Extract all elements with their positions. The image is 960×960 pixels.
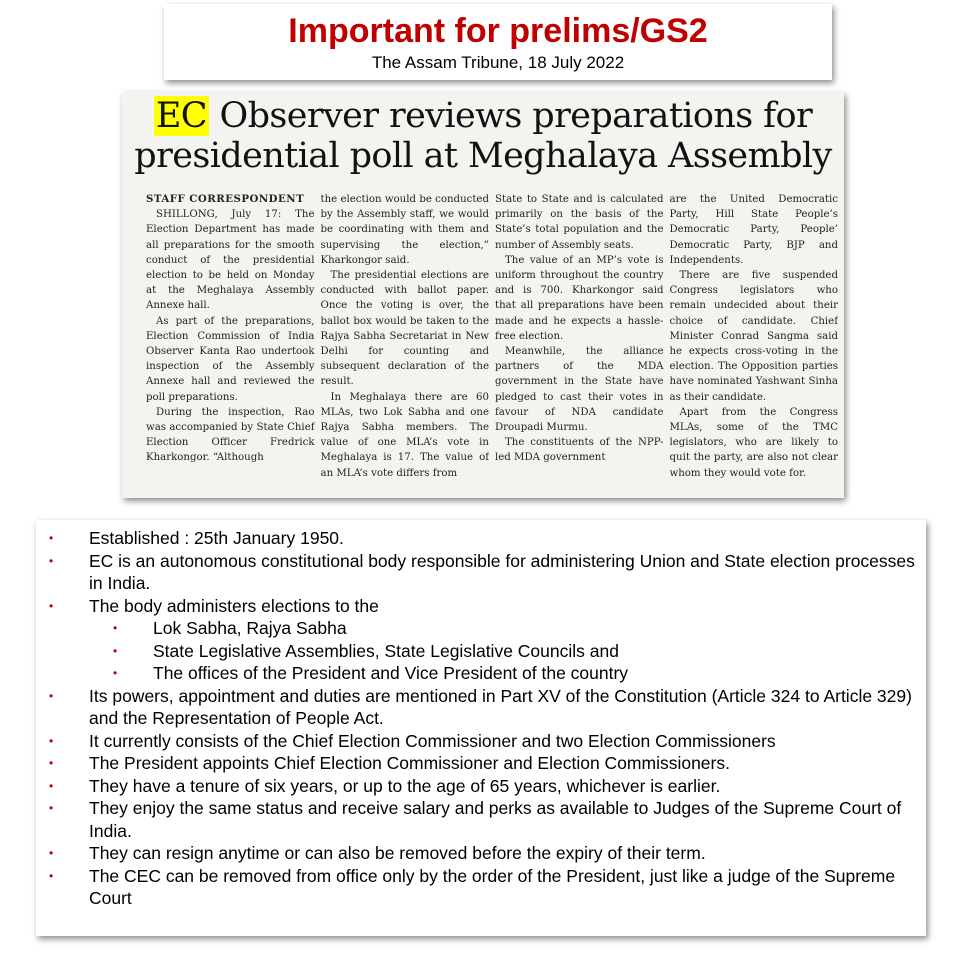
bullet-icon: •	[49, 531, 54, 545]
bullet-icon: •	[49, 868, 54, 883]
bullet-icon: •	[49, 756, 54, 770]
note-text: EC is an autonomous constitutional body responsible for administering Union and State election processes in India.	[89, 550, 915, 593]
article-paragraph: State to State and is calculated primarily on the basis of the State’s total population and the number of Assembly seats.	[495, 194, 664, 251]
article-paragraph: There are five suspended Congress legislators who remain undecided about their choice of candidate. Chief Minister Conrad Sangma said he expects cross-voting in the election. The Opposition parties have nominated Yashwant Sinha as their candidate.	[669, 270, 838, 403]
note-text: They have a tenure of six years, or up to the age of 65 years, whichever is earlier.	[89, 775, 721, 796]
article-paragraph: In Meghalaya there are 60 MLAs, two Lok Sabha and one Rajya Sabha members. The value of one MLA’s vote in Meghalaya is 17. The value of an MLA’s vote differs from	[320, 391, 489, 479]
note-text: The President appoints Chief Election Commissioner and Election Commissioners.	[89, 753, 730, 773]
note-item	[36, 775, 926, 798]
article-column	[670, 192, 839, 492]
page-title: Important for prelims/GS2	[288, 12, 708, 50]
article-byline: STAFF CORRESPONDENT	[146, 193, 305, 205]
article-paragraph: As part of the preparations, Election Commission of India Observer Kanta Rao undertook inspection of the Assembly Annexe hall and reviewed the poll preparations.	[146, 315, 315, 403]
note-text: Lok Sabha, Rajya Sabha	[153, 618, 347, 638]
note-item	[36, 842, 926, 865]
notes-panel	[36, 520, 926, 936]
note-item	[36, 662, 926, 685]
article-columns	[146, 192, 838, 492]
note-text: Established : 25th January 1950.	[89, 528, 344, 548]
note-item	[36, 617, 926, 640]
article-paragraph: The value of an MP’s vote is uniform throughout the country and is 700. Kharkongor said that all preparations have been made and he expects a hassle-free election.	[495, 254, 664, 342]
note-text: The CEC can be removed from office only by the order of the President, just like a judge of the Supreme Court	[89, 865, 896, 908]
bullet-icon: •	[49, 598, 54, 613]
bullet-icon: •	[49, 801, 54, 815]
note-text: The body administers elections to the	[89, 595, 379, 616]
article-column	[495, 192, 664, 492]
article-headline	[128, 96, 838, 176]
article-column	[146, 192, 315, 492]
note-item	[36, 527, 926, 550]
bullet-icon: •	[113, 643, 118, 658]
article-paragraph: During the inspection, Rao was accompanied by State Chief Election Officer Fredrick Kharkongor. “Although	[146, 406, 315, 464]
bullet-icon: •	[113, 621, 118, 635]
bullet-icon: •	[49, 846, 54, 860]
bullet-icon: •	[49, 553, 54, 568]
note-item	[36, 550, 926, 595]
article-paragraph: The presidential elections are conducted with ballot paper. Once the voting is over, the ballot box would be taken to the Rajya Sabha Secretariat in New Delhi for counting and subsequent declaration of the result.	[320, 270, 489, 388]
note-item	[36, 797, 926, 842]
note-item	[36, 640, 926, 663]
newspaper-clipping	[122, 92, 844, 498]
article-paragraph: The constituents of the NPP-led MDA government	[495, 437, 664, 464]
article-paragraph: are the United Democratic Party, Hill State People’s Democratic Party, People’ Democratic Party, BJP and Independents.	[669, 194, 838, 266]
note-item	[36, 595, 926, 618]
article-paragraph: SHILLONG, July 17: The Election Department has made all preparations for the smooth conduct of the presidential election to be held on Monday at the Meghalaya Assembly Annexe hall.	[146, 209, 315, 312]
bullet-icon: •	[49, 733, 54, 748]
article-paragraph: Apart from the Congress MLAs, some of the TMC legislators, who are likely to quit the party, are also not clear whom they would vote for.	[669, 406, 838, 479]
article-paragraph: Meanwhile, the alliance partners of the MDA government in the State have pledged to cast their votes in favour of NDA candidate Droupadi Murmu.	[495, 346, 664, 434]
note-item	[36, 752, 926, 775]
note-text: They can resign anytime or can also be removed before the expiry of their term.	[89, 843, 706, 863]
note-item	[36, 865, 926, 910]
title-box	[164, 4, 832, 80]
bullet-icon: •	[49, 778, 54, 793]
note-text: It currently consists of the Chief Election Commissioner and two Election Commissioners	[89, 730, 776, 751]
article-paragraph: the election would be conducted by the Assembly staff, we would be coordinating with them and supervising the election,” Kharkongor said.	[320, 194, 489, 266]
bullet-icon: •	[49, 688, 54, 703]
note-item	[36, 685, 926, 730]
headline-highlight: EC	[155, 96, 207, 136]
note-text: They enjoy the same status and receive salary and perks as available to Judges of the Supreme Court of India.	[89, 798, 902, 841]
note-text: Its powers, appointment and duties are mentioned in Part XV of the Constitution (Article 324 to Article 329) and the Representation of People Act.	[89, 685, 912, 728]
headline-text: Observer reviews preparations for presidential poll at Meghalaya Assembly	[134, 96, 832, 176]
source-line: The Assam Tribune, 18 July 2022	[371, 53, 625, 72]
notes-list	[36, 520, 926, 910]
note-text: The offices of the President and Vice President of the country	[153, 663, 629, 683]
note-item	[36, 730, 926, 753]
note-text: State Legislative Assemblies, State Legislative Councils and	[153, 640, 619, 661]
article-column	[321, 192, 490, 492]
bullet-icon: •	[113, 666, 118, 680]
